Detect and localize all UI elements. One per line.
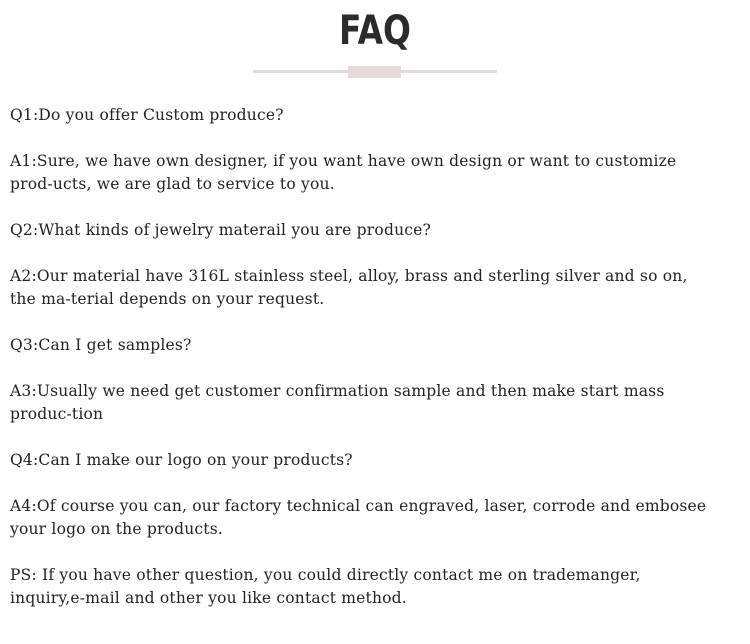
faq-question-2: Q2:What kinds of jewelry materail you are produce? — [10, 221, 432, 239]
faq-answer-2: A2:Our material have 316L stainless steel, alloy, brass and sterling silver and so on, the ma-terial depends on your request. — [10, 267, 688, 308]
faq-question-3: Q3:Can I get samples? — [10, 336, 192, 354]
title-divider-accent — [348, 66, 401, 78]
faq-ps-note: PS: If you have other question, you could directly contact me on trademanger, inquiry,e-mail and other you like contact method. — [10, 566, 641, 607]
faq-answer-1: A1:Sure, we have own designer, if you want have own design or want to customize prod-ucts, we are glad to service to you. — [10, 152, 677, 193]
faq-list — [10, 104, 716, 633]
faq-question-1: Q1:Do you offer Custom produce? — [10, 106, 284, 124]
faq-header — [0, 0, 750, 90]
faq-answer-3: A3:Usually we need get customer confirmation sample and then make start mass produc-tion — [10, 382, 665, 423]
faq-question-4: Q4:Can I make our logo on your products? — [10, 451, 353, 469]
page-title: FAQ — [339, 8, 411, 54]
faq-answer-4: A4:Of course you can, our factory technical can engraved, laser, corrode and embosee your logo on the products. — [10, 497, 707, 538]
